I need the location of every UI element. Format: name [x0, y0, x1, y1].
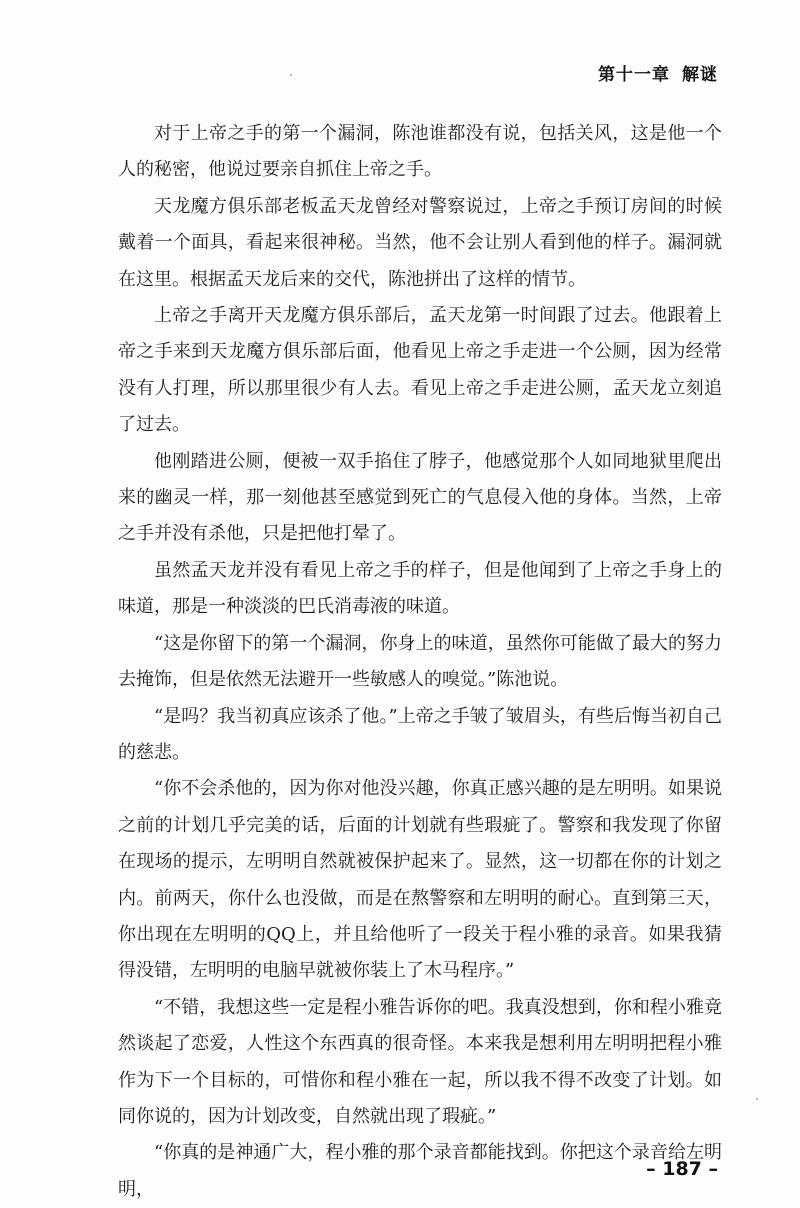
running-header [598, 60, 718, 85]
chapter-title: 解谜 [682, 65, 718, 85]
paragraph: 虽然孟天龙并没有看见上帝之手的样子，但是他闻到了上帝之手身上的味道，那是一种淡淡的巴氏消毒液的味道。 [118, 559, 722, 618]
scan-speck [582, 1140, 584, 1142]
scan-speck [756, 1098, 758, 1100]
paragraph: “不错，我想这些一定是程小雅告诉你的吧。我真没想到，你和程小雅竟然谈起了恋爱，人性这个东西真的很奇怪。本来我是想利用左明明把程小雅作为下一个目标的，可惜你和程小雅在一起，所以我不得不改变了计划。如同你说的，因为计划改变，自然就出现了瑕疵。” [118, 996, 722, 1127]
page-number: – 187 – [646, 1158, 718, 1180]
body-text [118, 116, 722, 1208]
scan-speck [290, 74, 292, 76]
paragraph: 天龙魔方俱乐部老板孟天龙曾经对警察说过，上帝之手预订房间的时候戴着一个面具，看起来很神秘。当然，他不会让别人看到他的样子。漏洞就在这里。根据孟天龙后来的交代，陈池拼出了这样的情节。 [118, 195, 722, 290]
paragraph: “这是你留下的第一个漏洞，你身上的味道，虽然你可能做了最大的努力去掩饰，但是依然无法避开一些敏感人的嗅觉。”陈池说。 [118, 632, 722, 691]
paragraph: 他刚踏进公厕，便被一双手掐住了脖子，他感觉那个人如同地狱里爬出来的幽灵一样，那一刻他甚至感觉到死亡的气息侵入他的身体。当然，上帝之手并没有杀他，只是把他打晕了。 [118, 450, 722, 545]
paragraph: “你不会杀他的，因为你对他没兴趣，你真正感兴趣的是左明明。如果说之前的计划几乎完美的话，后面的计划就有些瑕疵了。警察和我发现了你留在现场的提示，左明明自然就被保护起来了。显然，这一切都在你的计划之内。前两天，你什么也没做，而是在熬警察和左明明的耐心。直到第三天，你出现在左明明的QQ上，并且给他听了一段关于程小雅的录音。如果我猜得没错，左明明的电脑早就被你装上了木马程序。” [118, 778, 722, 982]
paragraph: 对于上帝之手的第一个漏洞，陈池谁都没有说，包括关风，这是他一个人的秘密，他说过要亲自抓住上帝之手。 [118, 123, 722, 181]
paragraph: “你真的是神通广大，程小雅的那个录音都能找到。你把这个录音给左明明， [118, 1142, 722, 1200]
paragraph: 上帝之手离开天龙魔方俱乐部后，孟天龙第一时间跟了过去。他跟着上帝之手来到天龙魔方俱乐部后面，他看见上帝之手走进一个公厕，因为经常没有人打理，所以那里很少有人去。看见上帝之手走进公厕，孟天龙立刻追了过去。 [118, 305, 722, 436]
chapter-number: 第十一章 [598, 65, 670, 85]
paragraph: “是吗？我当初真应该杀了他。”上帝之手皱了皱眉头，有些后悔当初自己的慈悲。 [118, 705, 722, 763]
